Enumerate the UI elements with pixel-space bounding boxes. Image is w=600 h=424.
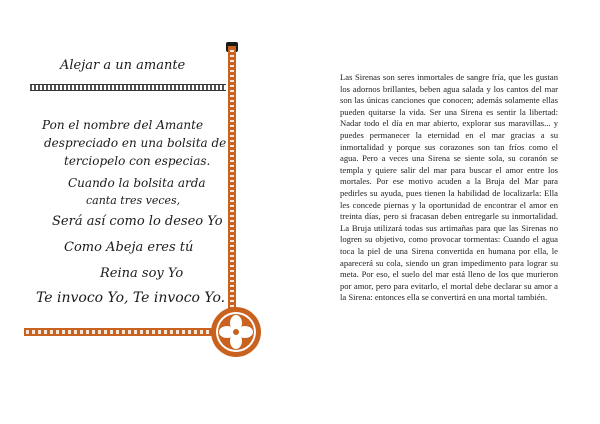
spell-line-3: terciopelo con especias. (64, 154, 211, 168)
spell-line-1: Pon el nombre del Amante (42, 118, 204, 132)
spell-title: Alejar a un amante (60, 58, 186, 73)
spell-line-8: Reina soy Yo (100, 266, 184, 281)
sirenas-body-text: Las Sirenas son seres inmortales de sangre fría, que les gustan los adornos brillantes, beben agua salada y los cantos del mar son las únicas canciones que conocen; además solamente ellas pueden quitarse la vida. Ser una Sirena es sentir la libertad: Nadar todo el día en mar abierto, explorar sus maravillas... y puedes permanecer la eternidad en el mar gracias a su inmortalidad y porque sus corazones son tan fríos como el agua. Pero a veces una Sirena se siente sola, su coranón se templa y quiere salir del mar para buscar el amor entre los mortales. Por ese motivo acuden a la Bruja del Mar para pedirles su ayuda, pues tienen la habilidad de localizarla: Ella les concede piernas y la oportunidad de encontrar el amor en treinta días, pero si fracasan deben entregarle su inmortalidad. La Bruja utilizará todas sus artimañas para que las Sirenas no logren su objetivo, como provocar tormentas: Cuando el agua toca la piel de una Sirena convertida en humana por ella, le aparecerá su cola, siendo un gran impedimento para lograr su meta. Por eso, el suelo del mar está lleno de los que murieron por amor, pero para evitarlo, el mortal debe declarar su amor a la Sirena: entonces ella se convertirá en una mortal también. (340, 72, 558, 303)
bottom-border-pattern (26, 330, 232, 334)
title-divider (30, 84, 226, 91)
spell-line-9: Te invoco Yo, Te invoco Yo. (36, 290, 226, 306)
spell-line-4: Cuando la bolsita arda (68, 176, 206, 190)
spell-line-5: canta tres veces, (86, 194, 181, 207)
spell-line-6: Será así como lo deseo Yo (52, 214, 223, 229)
spell-line-2: despreciado en una bolsita de (44, 136, 227, 150)
spell-line-7: Como Abeja eres tú (64, 240, 194, 255)
four-petal-rosette-icon (210, 306, 262, 358)
vertical-border-pattern (230, 50, 234, 324)
